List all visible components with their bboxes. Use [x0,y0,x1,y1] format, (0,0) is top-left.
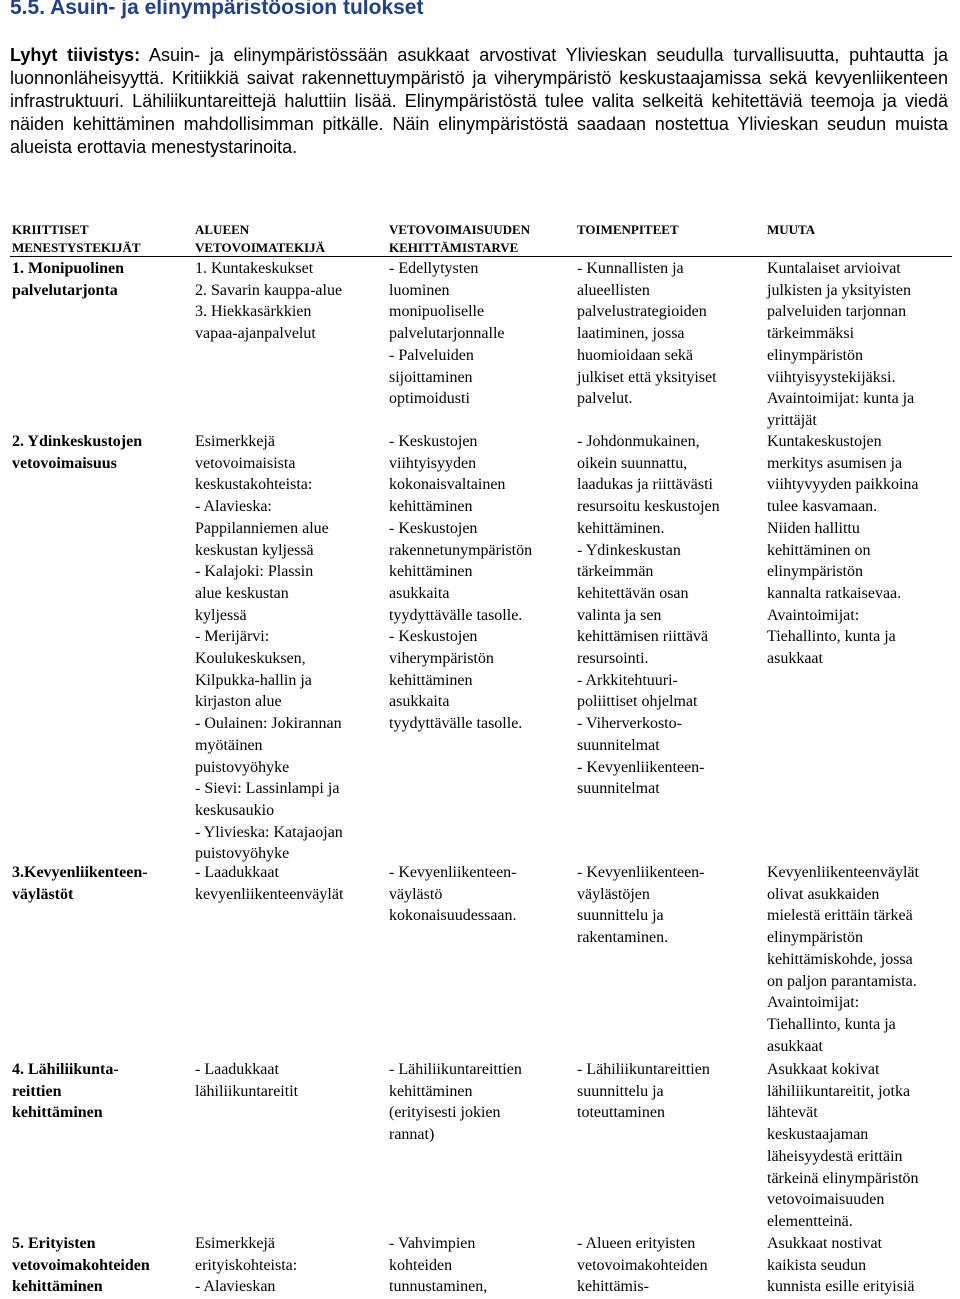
cell-line: Pappilanniemen alue [195,519,329,537]
cell-line: elinympäristön [767,346,863,364]
cell-line: Avaintoimijat: kunta ja [767,390,915,408]
table-cell-critical-factor [12,1059,119,1124]
cell-line: kehittäminen on [767,541,871,559]
cell-line: monipuoliselle [389,303,485,321]
cell-line: - Viherverkosto- [577,715,682,733]
table-cell-development-need [389,862,517,927]
table-cell-attraction-factor [195,258,342,345]
cell-line: yrittäjät [767,411,817,429]
table-cell-other [767,1233,915,1298]
table-cell-attraction-factor [195,1059,298,1102]
cell-line: asukkaat [767,1037,823,1055]
cell-line: mielestä erittäin tärkeä [767,907,913,925]
cell-line: resursointi. [577,650,649,668]
cell-line: tulee kasvamaan. [767,498,878,516]
cell-line: kehittäminen [389,563,473,581]
cell-line: Koulukeskuksen, [195,650,306,668]
table-cell-critical-factor [12,1233,150,1298]
table-cell-other [767,1059,919,1233]
cell-line: väylästöjen [577,885,650,903]
header-line: MUUTA [767,222,816,237]
cell-line: suunnitelmat [577,780,660,798]
table-cell-attraction-factor [195,862,343,905]
header-actions [577,221,679,239]
header-line: TOIMENPITEET [577,222,679,237]
header-line: KRIITTISET [12,222,89,237]
table-cell-critical-factor [12,431,142,474]
summary-text: Asuin- ja elinympäristössään asukkaat arvostivat Ylivieskan seudulla turvallisuutta, puhtautta ja luonnonläheisyyttä. Kritiikkiä saivat rakennettuympäristö ja viherympäristö keskustaajamissa sekä kevyenliikenteen infrastruktuuri. Lähiliikuntareittejä haluttiin lisää. Elinympäristöstä tulee valita selkeitä kehitettäviä teemoja ja viedä näiden kehittäminen mahdollisimman pitkälle. Näin elinympäristöstä saadaan nostettua Ylivieskan seudun muista alueista erottavia menestystarinoita. [10,45,949,157]
table-cell-attraction-factor [195,431,343,865]
cell-line: Tiehallinto, kunta ja [767,628,896,646]
cell-line: myötäinen [195,736,263,754]
cell-line: optimoidusti [389,390,470,408]
cell-line: väylästöt [12,885,74,903]
cell-line: olivat asukkaiden [767,885,880,903]
cell-line: vetovoimakohteiden [577,1256,708,1274]
cell-line: elementteinä. [767,1212,853,1230]
table-cell-actions [577,1059,710,1124]
cell-line: Esimerkkejä [195,433,275,450]
cell-line: asukkaita [389,584,450,602]
cell-line: Esimerkkejä [195,1235,275,1252]
cell-line: - Lähiliikuntareittien [577,1061,710,1078]
cell-line: rannat) [389,1126,435,1144]
cell-line: - Sievi: Lassinlampi ja [195,780,340,798]
table-cell-development-need [389,431,532,735]
cell-line: palvelutarjonnalle [389,325,505,343]
table-cell-actions [577,258,717,410]
header-other [767,221,815,239]
cell-line: Niiden hallittu [767,519,860,537]
cell-line: palveluiden tarjonnan [767,303,907,321]
cell-line: 4. Lähiliikunta- [12,1061,119,1078]
cell-line: - Kevyenliikenteen- [389,864,517,881]
cell-line: kehittämis- [577,1278,649,1296]
header-critical-factors [12,221,141,257]
cell-line: lähtevät [767,1104,818,1122]
cell-line: Avaintoimijat: [767,606,860,624]
table-cell-critical-factor [12,862,148,905]
cell-line: viihtyisyyden [389,454,477,472]
cell-line: tärkeinä elinympäristön [767,1169,919,1187]
cell-line: Avaintoimijat: [767,994,860,1012]
table-cell-actions [577,431,720,800]
cell-line: asukkaita [389,693,450,711]
cell-line: - Merijärvi: [195,628,270,646]
cell-line: Kuntalaiset arvioivat [767,260,901,277]
cell-line: - Edellytysten [389,260,479,277]
cell-line: viihtyvyyden paikkoina [767,476,919,494]
cell-line: keskustaajaman [767,1126,869,1144]
cell-line: huomioidaan sekä [577,346,693,364]
cell-line: Tiehallinto, kunta ja [767,1015,896,1033]
cell-line: tyydyttävälle tasolle. [389,715,523,733]
summary-paragraph [10,44,948,159]
cell-line: elinympäristön [767,929,863,947]
cell-line: luominen [389,281,450,299]
cell-line: - Arkkitehtuuri- [577,671,678,689]
cell-line: keskustakohteista: [195,476,313,494]
cell-line: poliittiset ohjelmat [577,693,698,711]
cell-line: kokonaisvaltainen [389,476,506,494]
cell-line: suunnittelu ja [577,1082,664,1100]
cell-line: tärkeimmän [577,563,654,581]
cell-line: vetovoimaisuus [12,454,117,472]
cell-line: rakentaminen. [577,929,669,947]
cell-line: lähiliikuntareitit [195,1082,299,1100]
table-cell-other [767,431,919,670]
cell-line: alueellisten [577,281,650,299]
cell-line: on paljon parantamista. [767,972,917,990]
cell-line: alue keskustan [195,584,289,602]
cell-line: - Kevyenliikenteen- [577,864,705,881]
cell-line: julkisten ja yksityisten [767,281,911,299]
cell-line: erityiskohteista: [195,1256,298,1274]
cell-line: - Keskustojen [389,628,478,646]
summary-label: Lyhyt tiivistys: [10,45,141,65]
header-line: MENESTYSTEKIJÄT [12,240,141,255]
cell-line: kehitettävän osan [577,584,689,602]
cell-line: - Kalajoki: Plassin [195,563,314,581]
cell-line: kirjaston alue [195,693,282,711]
cell-line: - Keskustojen [389,519,478,537]
cell-line: - Alueen erityisten [577,1235,696,1252]
cell-line: Kuntakeskustojen [767,433,882,450]
cell-line: vetovoimaisista [195,454,296,472]
cell-line: kehittäminen. [577,519,665,537]
cell-line: vapaa-ajanpalvelut [195,325,316,343]
table-header-rule [10,256,952,257]
cell-line: - Laadukkaat [195,864,279,881]
table-cell-development-need [389,1059,522,1146]
cell-line: Kilpukka-hallin ja [195,671,312,689]
cell-line: väylästö [389,885,443,903]
cell-line: kehittäminen [389,498,473,516]
cell-line: vetovoimaisuuden [767,1191,885,1209]
cell-line: - Vahvimpien [389,1235,476,1252]
cell-line: suunnitelmat [577,736,660,754]
cell-line: keskusaukio [195,801,275,819]
cell-line: merkitys asumisen ja [767,454,903,472]
cell-line: 3. Hiekkasärkkien [195,303,312,321]
cell-line: - Alavieska: [195,498,272,516]
cell-line: vetovoimakohteiden [12,1256,150,1274]
header-line: ALUEEN [195,222,250,237]
cell-line: - Alavieskan [195,1278,276,1296]
cell-line: resursoitu keskustojen [577,498,720,516]
cell-line: tärkeimmäksi [767,325,855,343]
cell-line: kunnista esille erityisiä [767,1278,915,1296]
cell-line: puistovyöhyke [195,845,290,863]
cell-line: viherympäristön [389,650,494,668]
cell-line: kehittäminen [12,1278,103,1296]
header-development-need [389,221,530,257]
cell-line: 1. Monipuolinen [12,260,125,277]
cell-line: kehittäminen [389,671,473,689]
cell-line: oikein suunnattu, [577,454,688,472]
cell-line: suunnittelu ja [577,907,664,925]
cell-line: kehittämiskohde, jossa [767,950,913,968]
cell-line: kohteiden [389,1256,453,1274]
cell-line: viihtyisyystekijäksi. [767,368,896,386]
cell-line: - Kunnallisten ja [577,260,684,277]
cell-line: kevyenliikenteenväylät [195,885,344,903]
cell-line: laadukas ja riittävästi [577,476,713,494]
cell-line: Asukkaat kokivat [767,1061,880,1078]
cell-line: sijoittaminen [389,368,473,386]
cell-line: kaikista seudun [767,1256,867,1274]
table-cell-development-need [389,258,505,410]
cell-line: (erityisesti jokien [389,1104,501,1122]
cell-line: kehittäminen [12,1104,103,1122]
table-cell-attraction-factor [195,1233,297,1298]
cell-line: - Lähiliikuntareittien [389,1061,522,1078]
page-title: 5.5. Asuin- ja elinympäristöosion tulokset [10,0,424,19]
cell-line: kehittämisen riittävä [577,628,709,646]
cell-line: - Johdonmukainen, [577,433,700,450]
cell-line: Asukkaat nostivat [767,1235,883,1252]
table-cell-other [767,862,919,1057]
cell-line: puistovyöhyke [195,758,290,776]
cell-line: palvelutarjonta [12,281,118,299]
cell-line: - Keskustojen [389,433,478,450]
cell-line: keskustan kyljessä [195,541,314,559]
cell-line: 1. Kuntakeskukset [195,260,314,277]
cell-line: kannalta ratkaisevaa. [767,584,902,602]
table-cell-other [767,258,914,432]
cell-line: 2. Ydinkeskustojen [12,433,143,450]
cell-line: kyljessä [195,606,247,624]
cell-line: - Ydinkeskustan [577,541,681,559]
cell-line: lähiliikuntareitit, jotka [767,1082,911,1100]
cell-line: 2. Savarin kauppa-alue [195,281,343,299]
cell-line: Kevyenliikenteenväylät [767,864,919,881]
cell-line: reittien [12,1082,62,1100]
header-line: VETOVOIMAISUUDEN [389,222,531,237]
cell-line: 5. Erityisten [12,1235,96,1252]
cell-line: julkiset että yksityiset [577,368,717,386]
cell-line: - Laadukkaat [195,1061,279,1078]
cell-line: - Ylivieska: Katajaojan [195,823,343,841]
cell-line: rakennetunympäristön [389,541,533,559]
table-cell-actions [577,1233,708,1298]
cell-line: toteuttaminen [577,1104,665,1122]
table-cell-development-need [389,1233,487,1298]
cell-line: läheisyydestä erittäin [767,1147,903,1165]
cell-line: - Kevyenliikenteen- [577,758,705,776]
cell-line: elinympäristön [767,563,863,581]
cell-line: kehittäminen [389,1082,473,1100]
cell-line: tyydyttävälle tasolle. [389,606,523,624]
cell-line: tunnustaminen, [389,1278,488,1296]
cell-line: asukkaat [767,650,823,668]
cell-line: - Palveluiden [389,346,474,364]
table-cell-critical-factor [12,258,124,301]
cell-line: valinta ja sen [577,606,662,624]
header-line: VETOVOIMATEKIJÄ [195,240,325,255]
table-cell-actions [577,862,705,949]
cell-line: 3.Kevyenliikenteen- [12,864,148,881]
header-attraction-factor [195,221,325,257]
cell-line: palvelustrategioiden [577,303,707,321]
cell-line: kokonaisuudessaan. [389,907,517,925]
header-line: KEHITTÄMISTARVE [389,240,519,255]
cell-line: - Oulainen: Jokirannan [195,715,342,733]
cell-line: palvelut. [577,390,633,408]
cell-line: laatiminen, jossa [577,325,685,343]
